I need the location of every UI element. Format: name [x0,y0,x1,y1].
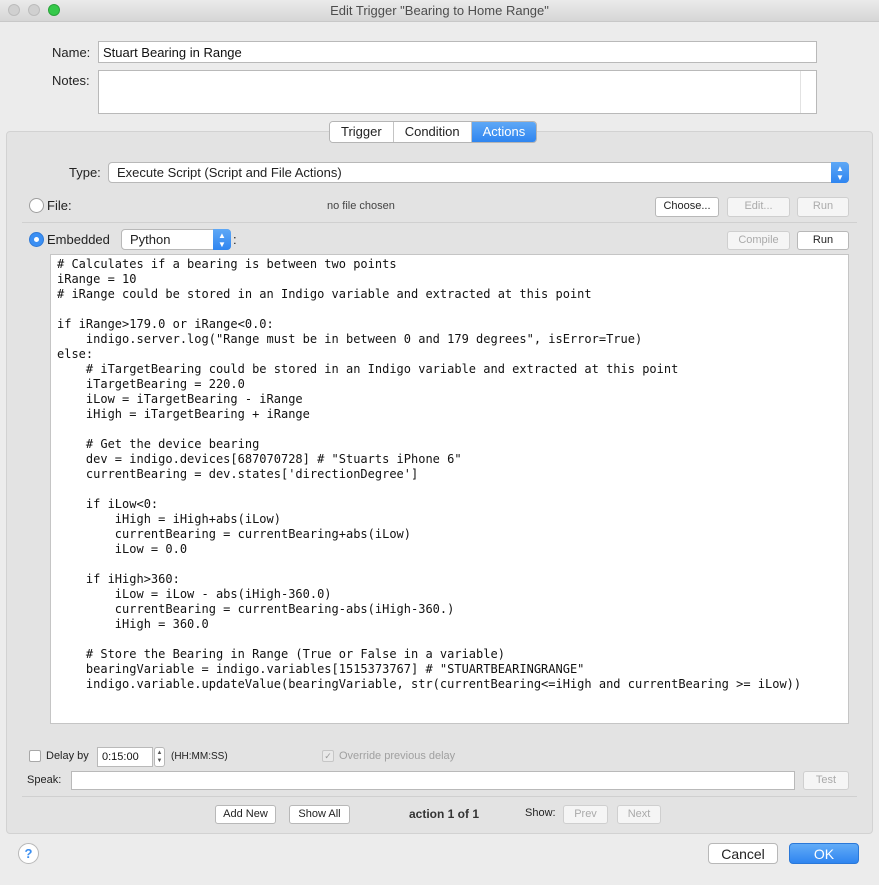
close-window-button[interactable] [8,4,20,16]
delay-field[interactable]: 0:15:00 [97,747,153,767]
title-bar [0,0,879,22]
tab-bar [329,121,537,143]
divider [22,222,857,223]
delay-format-label: (HH:MM:SS) [171,751,228,762]
type-select[interactable] [108,162,849,183]
type-label: Type: [69,165,101,180]
file-label: File: [47,198,72,213]
chevron-updown-icon: ▲ ▼ [831,162,849,183]
run-script-button[interactable]: Run [797,231,849,250]
action-counter: action 1 of 1 [409,807,480,821]
cancel-button[interactable]: Cancel [708,843,778,864]
next-action-button[interactable]: Next [617,805,661,824]
language-select[interactable] [121,229,231,250]
test-speak-button[interactable]: Test [803,771,849,790]
add-new-action-button[interactable]: Add New [215,805,276,824]
file-status: no file chosen [327,200,395,212]
choose-file-button[interactable]: Choose... [655,197,719,217]
language-suffix: : [233,232,237,247]
zoom-window-button[interactable] [48,4,60,16]
notes-scrollbar[interactable] [800,71,801,113]
delay-label: Delay by [46,750,89,762]
notes-field[interactable] [98,70,817,114]
ok-button[interactable]: OK [789,843,859,864]
divider [22,796,857,797]
embedded-label: Embedded [47,232,110,247]
name-label: Name: [52,45,91,60]
name-field[interactable]: Stuart Bearing in Range [98,41,817,63]
type-select-value: Execute Script (Script and File Actions) [117,165,342,180]
chevron-updown-icon: ▲ ▼ [213,229,231,250]
file-radio[interactable] [29,198,44,213]
window-title: Edit Trigger "Bearing to Home Range" [330,3,549,18]
help-icon[interactable]: ? [18,843,39,864]
tab-actions[interactable]: Actions [472,122,537,142]
delay-stepper[interactable]: ▲ ▼ [154,747,165,767]
run-file-button[interactable]: Run [797,197,849,217]
tab-condition[interactable]: Condition [394,122,472,142]
embedded-radio[interactable] [29,232,44,247]
compile-button[interactable]: Compile [727,231,790,250]
notes-label: Notes: [52,73,90,88]
edit-file-button[interactable]: Edit... [727,197,790,217]
delay-checkbox[interactable] [29,750,41,762]
show-label: Show: [525,807,556,819]
prev-action-button[interactable]: Prev [563,805,608,824]
speak-label: Speak: [27,774,62,786]
speak-field[interactable] [71,771,795,790]
override-delay-label: Override previous delay [339,750,456,762]
show-all-actions-button[interactable]: Show All [289,805,350,824]
minimize-window-button[interactable] [28,4,40,16]
language-select-value: Python [130,232,171,247]
override-delay-checkbox[interactable]: ✓ [322,750,334,762]
script-editor[interactable]: # Calculates if a bearing is between two points iRange = 10 # iRange could be stored in an Indigo variable and extracted at this point if iRange>179.0 or iRange<0.0: indigo.server.log("Range must be in between 0 and 179 degrees", isError=True) else: # iTargetBearing could be stored in an Indigo variable and extracted at this point iTargetBearing = 220.0 iLow = iTargetBearing - iRange iHigh = iTargetBearing + iRange # Get the device bearing dev = indigo.devices[687070728] # "Stuarts iPhone 6" currentBearing = dev.states['directionDegree'] if iLow<0: iHigh = iHigh+abs(iLow) currentBearing = currentBearing+abs(iLow) iLow = 0.0 if iHigh>360: iLow = iLow - abs(iHigh-360.0) currentBearing = currentBearing-abs(iHigh-360.) iHigh = 360.0 # Store the Bearing in Range (True or False in a variable) bearingVariable = indigo.variables[1515373767] # "STUARTBEARINGRANGE" indigo.variable.updateValue(bearingVariable, str(currentBearing<=iHigh and currentBearing >= iLow)) [50,254,849,724]
tab-trigger[interactable]: Trigger [330,122,394,142]
